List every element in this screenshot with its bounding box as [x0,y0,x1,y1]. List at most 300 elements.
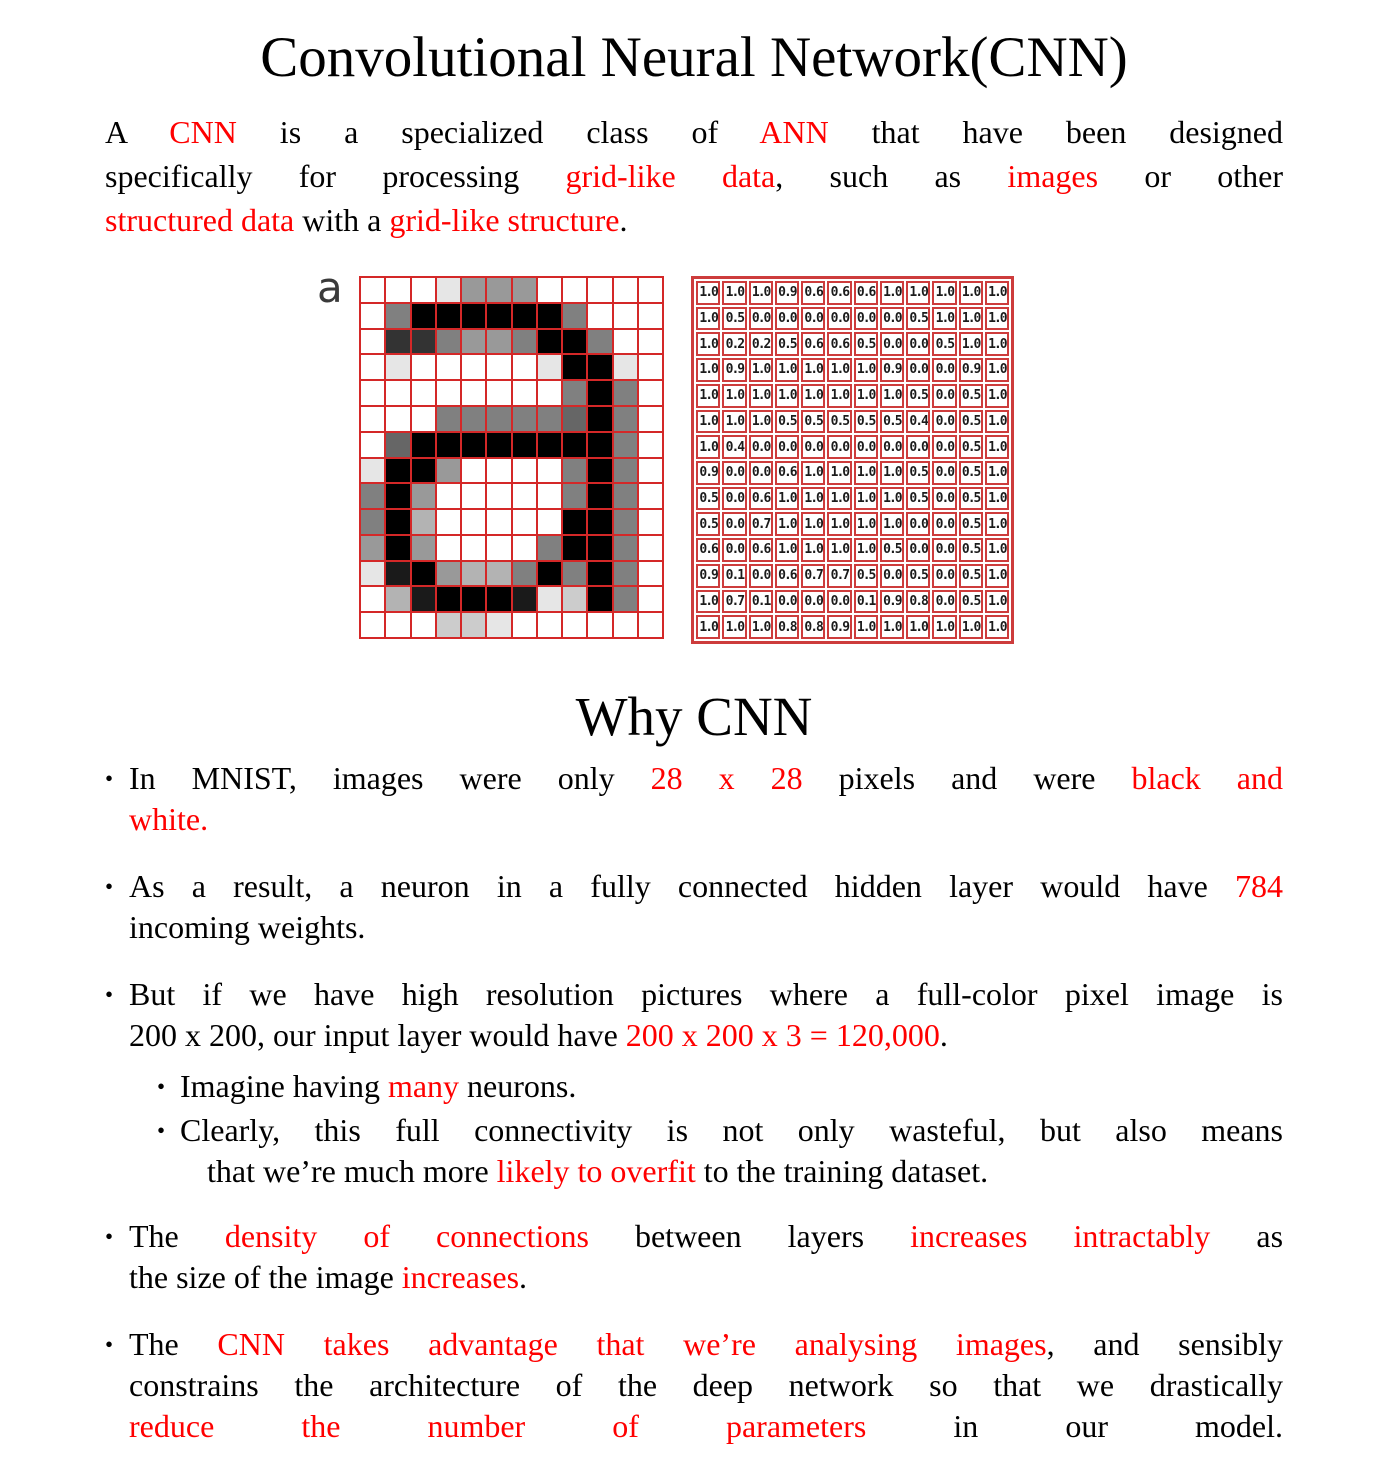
body-text: the size of the image [129,1259,402,1295]
matrix-cell: 1.0 [985,281,1009,305]
matrix-cell: 0.7 [801,564,825,588]
section-heading: Why CNN [575,686,813,747]
sub-bullet-item [157,1110,1283,1192]
matrix-cell: 1.0 [880,384,904,408]
matrix-cell: 1.0 [722,384,746,408]
pixel-cell [487,536,510,560]
highlight-red-text: structured data [105,202,295,238]
body-text: pixels and were [802,760,1132,796]
pixel-cell [412,407,435,431]
pixel-cell [513,330,536,354]
body-text: that have been designed [828,114,1284,150]
bullet-dot: • [157,1074,166,1099]
matrix-cell: 1.0 [880,615,904,639]
matrix-cell: 1.0 [696,332,720,356]
pixel-cell [437,304,460,328]
matrix-cell: 0.0 [932,461,956,485]
pixel-cell [386,562,409,586]
matrix-cell: 0.5 [906,487,930,511]
pixel-cell [437,459,460,483]
matrix-cell: 0.5 [959,384,983,408]
body-text: between layers [588,1218,911,1254]
matrix-cell: 0.0 [906,332,930,356]
pixel-cell [588,510,611,534]
matrix-cell: 0.5 [906,307,930,331]
matrix-cell: 0.9 [722,358,746,382]
pixel-cell [513,278,536,302]
pixel-cell [639,510,662,534]
matrix-cell: 0.0 [801,590,825,614]
pixel-cell [639,536,662,560]
pixel-cell [412,330,435,354]
matrix-cell: 0.8 [775,615,799,639]
matrix-cell: 0.5 [906,564,930,588]
pixel-cell [361,510,384,534]
matrix-cell: 1.0 [749,281,773,305]
pixel-cell [361,381,384,405]
pixel-cell [437,330,460,354]
pixel-cell [386,330,409,354]
matrix-cell: 0.0 [932,590,956,614]
pixel-cell [614,278,637,302]
bullet-item [105,758,1283,840]
bullet-item [105,1324,1283,1447]
pixel-cell [462,510,485,534]
matrix-cell: 0.0 [880,435,904,459]
pixel-cell [563,562,586,586]
highlight-red-text: CNN takes advantage that we’re analysing images [217,1326,1047,1362]
pixel-cell [588,433,611,457]
pixel-cell [361,355,384,379]
matrix-cell: 1.0 [696,410,720,434]
matrix-cell: 0.4 [722,435,746,459]
matrix-cell: 0.6 [775,461,799,485]
matrix-cell: 0.6 [801,332,825,356]
pixel-cell [386,278,409,302]
highlight-red-text: 28 x 28 [650,760,803,796]
matrix-cell: 1.0 [985,332,1009,356]
matrix-cell: 1.0 [775,384,799,408]
pixel-cell [639,613,662,637]
matrix-cell: 1.0 [985,410,1009,434]
matrix-cell: 1.0 [880,512,904,536]
matrix-cell: 1.0 [880,281,904,305]
pixel-cell [588,304,611,328]
matrix-cell: 1.0 [854,461,878,485]
bullet-item [105,974,1283,1056]
highlight-red-text: black and [1131,760,1284,796]
pixel-cell [437,587,460,611]
matrix-cell: 1.0 [985,615,1009,639]
matrix-cell: 1.0 [827,487,851,511]
pixel-cell [639,562,662,586]
matrix-cell: 0.6 [801,281,825,305]
highlight-red-text: grid-like data [565,158,776,194]
pixel-cell [588,278,611,302]
matrix-cell: 1.0 [801,487,825,511]
matrix-cell: 0.0 [854,435,878,459]
pixel-cell [614,330,637,354]
pixel-cell [361,587,384,611]
matrix-cell: 1.0 [959,615,983,639]
body-text: In MNIST, images were only [129,760,651,796]
bullet-item [105,1216,1283,1298]
text-line [129,799,1283,840]
bullet-list [105,758,1283,1447]
matrix-cell: 1.0 [775,487,799,511]
pixel-cell [487,355,510,379]
body-text: As a result, a neuron in a fully connected hidden layer would have [129,868,1235,904]
matrix-cell: 0.0 [906,538,930,562]
pixel-cell [639,304,662,328]
pixel-cell [412,278,435,302]
pixel-cell [639,407,662,431]
matrix-cell: 1.0 [959,307,983,331]
matrix-cell: 0.0 [854,307,878,331]
matrix-cell: 0.9 [827,615,851,639]
matrix-cell: 1.0 [827,512,851,536]
matrix-cell: 1.0 [696,615,720,639]
text-line [180,1151,1283,1192]
pixel-cell [437,355,460,379]
bullet-text [129,866,1283,948]
pixel-cell [361,613,384,637]
matrix-cell: 1.0 [985,487,1009,511]
matrix-cell: 0.0 [749,461,773,485]
pixel-cell [412,484,435,508]
pixel-cell [361,484,384,508]
pixel-cell [639,484,662,508]
pixel-cell [462,304,485,328]
pixel-cell [639,459,662,483]
matrix-cell: 0.4 [906,410,930,434]
body-text: incoming weights. [129,909,366,945]
pixel-cell [563,407,586,431]
pixel-cell [437,278,460,302]
matrix-cell: 0.0 [932,564,956,588]
text-line [129,1015,1283,1056]
matrix-cell: 0.0 [932,487,956,511]
matrix-cell: 0.0 [722,487,746,511]
pixel-cell [614,510,637,534]
pixel-cell [487,484,510,508]
matrix-cell: 1.0 [959,281,983,305]
pixel-cell [412,510,435,534]
matrix-cell: 1.0 [722,410,746,434]
matrix-cell: 0.5 [959,487,983,511]
body-text: , and sensibly [1046,1326,1283,1362]
matrix-cell: 0.0 [722,538,746,562]
matrix-cell: 1.0 [722,615,746,639]
pixel-cell [437,536,460,560]
pixel-cell [361,459,384,483]
text-line [129,1257,1283,1298]
body-text: But if we have high resolution pictures where a full-color pixel image is [129,976,1283,1012]
matrix-cell: 0.7 [827,564,851,588]
pixel-cell [487,278,510,302]
pixel-cell [513,613,536,637]
pixel-cell [538,536,561,560]
matrix-cell: 1.0 [985,564,1009,588]
pixel-cell [513,355,536,379]
pixel-cell [412,304,435,328]
matrix-cell: 0.0 [827,307,851,331]
matrix-cell: 0.5 [854,332,878,356]
pixel-cell [513,587,536,611]
matrix-cell: 0.0 [932,384,956,408]
text-line [129,907,1283,948]
pixel-cell [588,536,611,560]
pixel-cell [614,613,637,637]
matrix-cell: 1.0 [906,281,930,305]
matrix-cell: 1.0 [854,358,878,382]
pixel-cell [513,407,536,431]
matrix-cell: 0.5 [959,512,983,536]
pixel-cell [513,536,536,560]
pixel-cell [563,613,586,637]
pixel-cell [437,381,460,405]
pixel-cell [386,613,409,637]
pixel-cell [538,562,561,586]
pixel-cell [361,562,384,586]
bullet-text [129,1216,1283,1298]
matrix-cell: 0.9 [775,281,799,305]
pixel-cell [386,407,409,431]
pixel-cell [538,587,561,611]
matrix-cell: 0.0 [722,512,746,536]
pixel-cell [563,459,586,483]
matrix-cell: 0.0 [906,435,930,459]
text-line [129,974,1283,1015]
matrix-cell: 0.1 [854,590,878,614]
pixel-cell [386,484,409,508]
bullet-dot: • [105,766,114,791]
matrix-cell: 0.6 [827,332,851,356]
pixel-cell [437,407,460,431]
matrix-cell: 1.0 [854,384,878,408]
pixel-cell [487,304,510,328]
pixel-cell [462,278,485,302]
pixel-cell [614,407,637,431]
matrix-cell: 0.0 [749,564,773,588]
matrix-cell: 0.0 [932,358,956,382]
matrix-cell: 0.0 [932,435,956,459]
pixel-cell [462,330,485,354]
matrix-cell: 0.7 [722,590,746,614]
matrix-cell: 1.0 [775,512,799,536]
pixel-cell [462,484,485,508]
pixel-cell [487,459,510,483]
matrix-cell: 0.5 [880,538,904,562]
body-text: . [939,1017,948,1053]
pixel-cell [462,613,485,637]
pixel-cell [361,433,384,457]
highlight-red-text: CNN [169,114,237,150]
pixel-cell [588,330,611,354]
pixel-cell [487,510,510,534]
page-title: Convolutional Neural Network(CNN) [260,26,1128,89]
matrix-cell: 1.0 [906,615,930,639]
matrix-cell: 0.5 [775,332,799,356]
matrix-cell: 1.0 [801,512,825,536]
bullet-dot: • [105,874,114,899]
matrix-cell: 1.0 [696,435,720,459]
pixel-cell [487,562,510,586]
pixel-cell [412,562,435,586]
pixel-cell [563,355,586,379]
matrix-cell: 0.0 [801,307,825,331]
matrix-cell: 0.0 [827,590,851,614]
highlight-red-text: density of connections [224,1218,589,1254]
body-text: The [129,1218,225,1254]
matrix-cell: 0.0 [880,332,904,356]
matrix-cell: 0.5 [775,410,799,434]
pixel-cell [513,484,536,508]
matrix-cell: 1.0 [854,538,878,562]
body-text: to the training dataset. [695,1153,989,1189]
matrix-cell: 1.0 [749,615,773,639]
pixel-cell [614,587,637,611]
pixel-cell [462,536,485,560]
pixel-cell [437,484,460,508]
matrix-cell: 0.0 [801,435,825,459]
body-text: that we’re much more [207,1153,497,1189]
pixel-cell [538,330,561,354]
pixel-cell [563,510,586,534]
matrix-cell: 0.0 [932,538,956,562]
matrix-cell: 0.0 [932,410,956,434]
matrix-cell: 0.5 [932,332,956,356]
text-line [180,1110,1283,1151]
body-text: in our model. [866,1408,1284,1444]
body-text: . [619,202,628,238]
pixel-cell [386,510,409,534]
pixel-cell [614,562,637,586]
matrix-cell: 1.0 [749,410,773,434]
pixel-cell [462,355,485,379]
matrix-cell: 0.5 [906,384,930,408]
pixel-cell [361,407,384,431]
bullet-text [129,1324,1283,1447]
pixel-cell [412,355,435,379]
pixel-cell [412,459,435,483]
matrix-cell: 0.0 [775,307,799,331]
matrix-cell: 0.2 [749,332,773,356]
matrix-cell: 0.6 [696,538,720,562]
pixel-cell [538,510,561,534]
pixel-cell [437,510,460,534]
matrix-cell: 1.0 [959,332,983,356]
matrix-cell: 0.0 [749,435,773,459]
matrix-cell: 0.5 [696,512,720,536]
matrix-cell: 1.0 [749,358,773,382]
pixel-cell [614,484,637,508]
highlight-red-text: increases intractably [910,1218,1211,1254]
pixel-cell [614,304,637,328]
matrix-cell: 1.0 [696,358,720,382]
matrix-cell: 1.0 [775,358,799,382]
body-text: as [1210,1218,1284,1254]
bullet-dot: • [105,1332,114,1357]
pixel-cell [563,330,586,354]
pixel-cell [361,304,384,328]
matrix-cell: 1.0 [854,615,878,639]
bullet-text [180,1110,1283,1192]
matrix-cell: 1.0 [985,358,1009,382]
body-text: constrains the architecture of the deep network so that we drastically [129,1367,1283,1403]
bullet-item [105,866,1283,948]
bullet-text [129,974,1283,1056]
matrix-cell: 1.0 [827,538,851,562]
pixel-cell [639,278,662,302]
matrix-cell: 0.2 [722,332,746,356]
pixel-cell [386,304,409,328]
pixel-cell [588,459,611,483]
highlight-red-text: grid-like structure [389,202,620,238]
highlight-red-text: 200 x 200 x 3 = 120,000 [625,1017,940,1053]
matrix-cell: 1.0 [696,307,720,331]
pixel-cell [639,381,662,405]
pixel-cell [487,587,510,611]
matrix-cell: 0.6 [749,538,773,562]
pixel-cell [513,381,536,405]
pixel-cell [538,304,561,328]
matrix-cell: 1.0 [801,538,825,562]
pixel-cell [588,355,611,379]
pixel-cell [538,433,561,457]
pixel-cell [412,433,435,457]
pixel-cell [614,459,637,483]
pixel-value-matrix [691,276,1014,644]
pixel-cell [412,613,435,637]
body-text: Imagine having [180,1068,388,1104]
pixel-grid-image [359,276,664,639]
bullet-text [180,1066,1283,1107]
pixel-cell [538,407,561,431]
pixel-cell [538,459,561,483]
matrix-cell: 1.0 [985,461,1009,485]
matrix-cell: 1.0 [801,461,825,485]
pixel-cell [462,587,485,611]
pixel-cell [386,536,409,560]
pixel-cell [437,433,460,457]
pixel-cell [563,304,586,328]
pixel-cell [513,562,536,586]
text-line [105,154,1283,198]
matrix-cell: 0.5 [959,538,983,562]
matrix-cell: 1.0 [985,384,1009,408]
pixel-cell [588,484,611,508]
matrix-cell: 1.0 [985,538,1009,562]
pixel-cell [563,536,586,560]
letter-a-pixel-figure [317,263,1283,644]
body-text: , such as [775,158,1008,194]
matrix-cell: 0.6 [775,564,799,588]
bullet-text [129,758,1283,840]
text-line [105,110,1283,154]
matrix-cell: 0.9 [880,590,904,614]
matrix-cell: 0.0 [880,564,904,588]
matrix-cell: 0.0 [775,590,799,614]
matrix-cell: 1.0 [827,358,851,382]
highlight-red-text: white. [129,801,209,837]
matrix-cell: 0.0 [775,435,799,459]
matrix-cell: 0.5 [696,487,720,511]
pixel-cell [513,510,536,534]
matrix-cell: 0.0 [827,435,851,459]
matrix-cell: 1.0 [932,307,956,331]
matrix-cell: 0.6 [854,281,878,305]
